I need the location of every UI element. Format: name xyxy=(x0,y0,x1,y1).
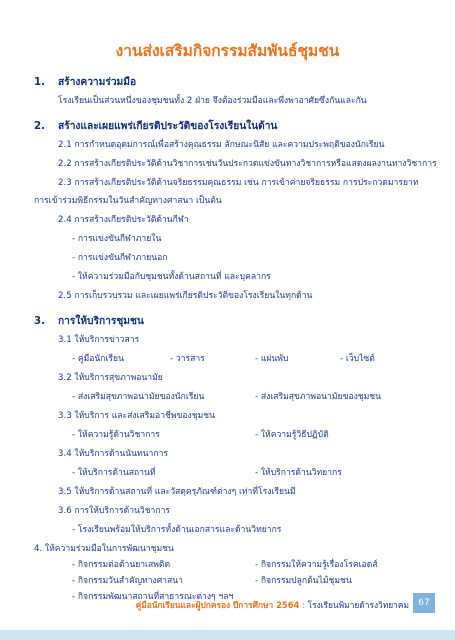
section-2-number: 2. xyxy=(34,121,45,132)
bottom-decor-bar xyxy=(0,630,455,640)
section-3-subitem: - ส่งเสริมสุขภาพอนามัยของนักเรียน xyxy=(72,392,205,402)
section-3-item: 3.2 ให้บริการสุขภาพอนามัย xyxy=(58,373,163,383)
section-3-subitem: - ให้ความรู้ด้านวิชาการ xyxy=(72,430,160,440)
section-3-item: 3.1 ให้บริการข่าวสาร xyxy=(58,335,140,345)
page-number: 67 xyxy=(413,593,435,613)
section-3-number: 3. xyxy=(34,316,45,327)
section-2-item: 2.3 การสร้างเกียรติประวัติด้านจริยธรรมคุณธรรม เช่น การเข้าค่ายจริยธรรม การประกวดมารยาท xyxy=(58,178,419,188)
section-3-item: 3.6 การให้บริการด้านวิชาการ xyxy=(58,506,171,516)
footer-separator: : xyxy=(299,600,308,610)
section-2-item: 2.4 การสร้างเกียรติประวัติด้านกีฬา xyxy=(58,215,189,225)
section-1-heading: สร้างความร่วมมือ xyxy=(58,77,137,88)
section-2-item-cont: การเข้าร่วมพิธีกรรมในวันสำคัญทางศาสนา เป็นต้น xyxy=(34,196,222,206)
section-2-subitem: - การแข่งขันกีฬาภายนอก xyxy=(72,253,168,263)
section-4-item: - กิจกรรมพัฒนาสถานที่สาธารณะต่างๆ ฯลฯ xyxy=(72,592,234,602)
section-2-item: 2.2 การสร้างเกียรติประวัติด้านวิชาการเช่นวันประกวดแข่งขันทางวิชาการหรือแสดงผลงานทางวิชาการ xyxy=(58,159,437,169)
section-3-subitem: - แผ่นพับ xyxy=(255,354,289,364)
section-3-subitem: - เว็บไซต์ xyxy=(340,354,375,364)
section-3-item: 3.5 ให้บริการด้านสถานที่ และวัสดุครุภัณฑ์ต่างๆ เท่าที่โรงเรียนมี xyxy=(58,487,296,497)
section-3-heading: การให้บริการชุมชน xyxy=(58,316,144,327)
footer-school-name: โรงเรียนพิมายด้ารงวิทยาคม xyxy=(307,600,409,610)
section-1-number: 1. xyxy=(34,77,45,88)
section-2-item: 2.1 การกำหนดอุดมการณ์เพื่อสร้างคุณธรรม ลักษณะนิสัย และความประพฤติของนักเรียน xyxy=(58,140,385,150)
section-3-item: 3.3 ให้บริการ และส่งเสริมอาชีพของชุมชน xyxy=(58,411,215,421)
section-2-item: 2.5 การเก็บรวบรวม และเผยแพร่เกียรติประวัติของโรงเรียนในทุกด้าน xyxy=(58,291,313,301)
section-3-subitem: - ให้บริการด้านวิทยากร xyxy=(255,468,342,478)
section-2-heading: สร้างและเผยแพร่เกียรติประวัติของโรงเรียนในด้าน xyxy=(58,121,278,132)
section-3-subitem: - คู่มือนักเรียน xyxy=(72,354,124,364)
section-3-subitem: - ให้บริการด้านสถานที่ xyxy=(72,468,156,478)
page-title: งานส่งเสริมกิจกรรมสัมพันธ์ชุมชน xyxy=(115,42,340,60)
section-4-item: - กิจกรรมให้ความรู้เรื่องโรคเอดส์ xyxy=(255,560,378,570)
section-4-item: - กิจกรรมวันสำคัญทางศาสนา xyxy=(72,576,183,586)
section-4-item: - กิจกรรมปลูกต้นไม้ชุมชน xyxy=(255,576,352,586)
section-4-heading: 4. ให้ความร่วมมือในการพัฒนาชุมชน xyxy=(34,544,174,554)
section-3-subitem: - โรงเรียนพร้อมให้บริการทั้งด้านเอกสารและด้านวิทยากร xyxy=(72,525,282,535)
section-1-text: โรงเรียนเป็นส่วนหนึ่งของชุมชนทั้ง 2 ฝ่าย จึงต้องร่วมมือและพึ่งพาอาศัยซึ่งกันและกัน xyxy=(58,96,367,106)
section-4-item: - กิจกรรมต่อต้านยาเสพติด xyxy=(72,560,171,570)
section-3-subitem: - ให้ความรู้วิธีปฏิบัติ xyxy=(255,430,329,440)
footer-handbook-title: คู่มือนักเรียนและผู้ปกครอง ปีการศึกษา 2564 xyxy=(135,600,300,610)
section-2-subitem: - การแข่งขันกีฬาภายใน xyxy=(72,234,162,244)
page-footer xyxy=(136,598,409,612)
section-3-subitem: - ส่งเสริมสุขภาพอนามัยของชุมชน xyxy=(255,392,382,402)
section-3-item: 3.4 ให้บริการด้านนันทนาการ xyxy=(58,449,169,459)
section-3-subitem: - วารสาร xyxy=(170,354,205,364)
section-2-subitem: - ให้ความร่วมมือกับชุมชนทั้งด้านสถานที่ และบุคลากร xyxy=(72,272,271,282)
